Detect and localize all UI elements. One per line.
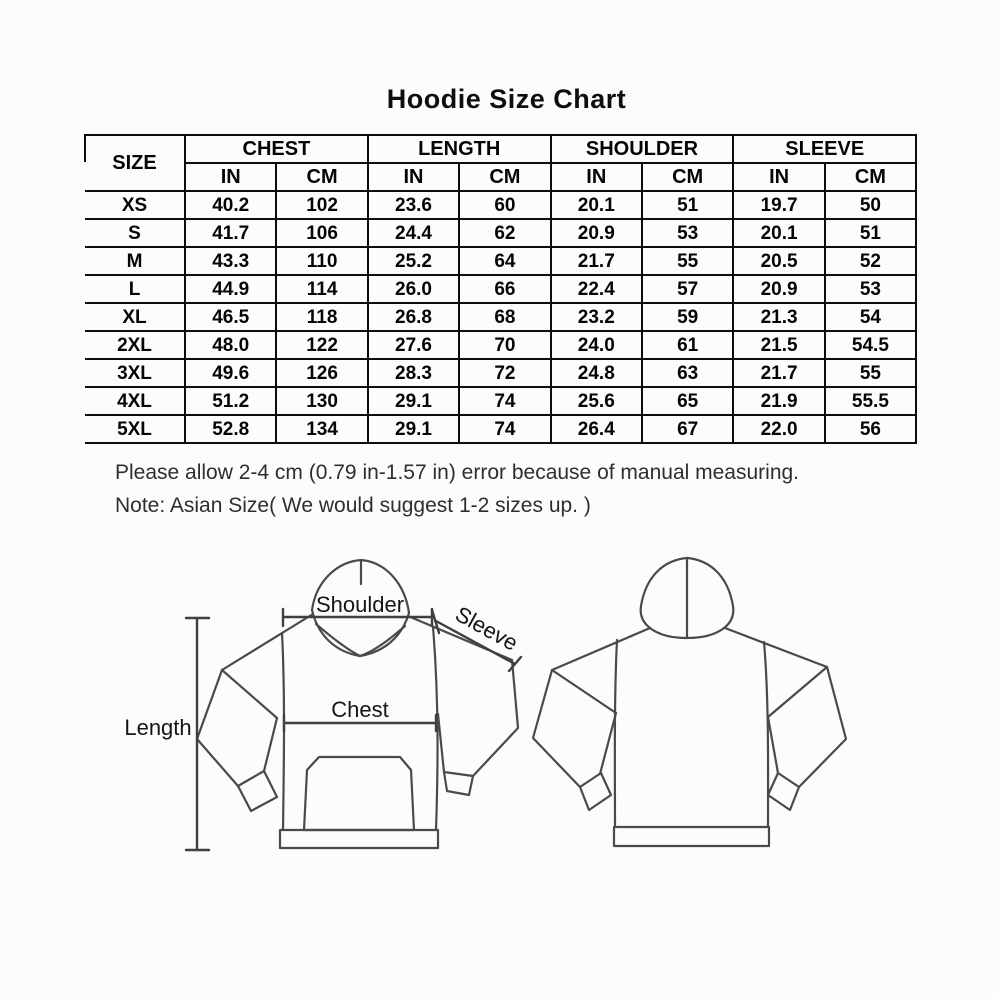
value-cell: 54.5: [825, 331, 916, 359]
value-cell: 21.9: [733, 387, 824, 415]
page-title: Hoodie Size Chart: [386, 84, 627, 114]
value-cell: 68: [459, 303, 550, 331]
value-cell: 63: [642, 359, 733, 387]
value-cell: 55: [825, 359, 916, 387]
value-cell: 22.0: [733, 415, 824, 443]
value-cell: 114: [276, 275, 367, 303]
value-cell: 51: [642, 191, 733, 219]
value-cell: 21.7: [551, 247, 642, 275]
value-cell: 26.4: [551, 415, 642, 443]
front-sleeve-left-outer: [197, 670, 238, 786]
value-cell: 57: [642, 275, 733, 303]
value-cell: 19.7: [733, 191, 824, 219]
value-cell: 44.9: [185, 275, 276, 303]
table-row-2xl: [85, 331, 916, 359]
table-row-5xl: [85, 415, 916, 443]
value-cell: 55: [642, 247, 733, 275]
value-cell: 60: [459, 191, 550, 219]
value-cell: 61: [642, 331, 733, 359]
hoodie-measurement-diagram: [0, 540, 999, 912]
back-armhole-right: [768, 667, 827, 717]
size-table: [85, 134, 917, 444]
front-shoulder-slope-left: [222, 614, 313, 670]
column-group-header-shoulder: SHOULDER: [551, 135, 734, 163]
value-cell: 55.5: [825, 387, 916, 415]
back-sleeve-left-inner: [600, 713, 616, 774]
length-label: Length: [124, 715, 192, 740]
size-cell: 2XL: [85, 331, 185, 359]
value-cell: 49.6: [185, 359, 276, 387]
value-cell: 46.5: [185, 303, 276, 331]
front-armhole-left: [222, 670, 277, 718]
value-cell: 48.0: [185, 331, 276, 359]
value-cell: 41.7: [185, 219, 276, 247]
back-hoodie-drawing: [533, 558, 846, 846]
back-cuff-right: [768, 773, 799, 810]
kangaroo-pocket: [304, 757, 414, 830]
value-cell: 29.1: [368, 415, 459, 443]
front-sleeve-right-outer: [473, 660, 518, 776]
size-cell: 5XL: [85, 415, 185, 443]
unit-header-sleeve-cm: CM: [825, 163, 916, 191]
value-cell: 74: [459, 387, 550, 415]
value-cell: 21.7: [733, 359, 824, 387]
value-cell: 25.2: [368, 247, 459, 275]
unit-header-shoulder-in: IN: [551, 163, 642, 191]
value-cell: 126: [276, 359, 367, 387]
value-cell: 26.8: [368, 303, 459, 331]
value-cell: 21.5: [733, 331, 824, 359]
value-cell: 118: [276, 303, 367, 331]
value-cell: 20.1: [733, 219, 824, 247]
value-cell: 53: [825, 275, 916, 303]
unit-header-length-in: IN: [368, 163, 459, 191]
value-cell: 59: [642, 303, 733, 331]
value-cell: 110: [276, 247, 367, 275]
note-line-error: Please allow 2-4 cm (0.79 in-1.57 in) error because of manual measuring.: [115, 461, 800, 484]
unit-header-chest-in: IN: [185, 163, 276, 191]
front-hood-collar-right: [360, 626, 405, 656]
value-cell: 67: [642, 415, 733, 443]
back-shoulder-slope-right: [725, 628, 827, 667]
value-cell: 56: [825, 415, 916, 443]
value-cell: 66: [459, 275, 550, 303]
value-cell: 26.0: [368, 275, 459, 303]
size-cell: M: [85, 247, 185, 275]
size-cell: XL: [85, 303, 185, 331]
unit-header-shoulder-cm: CM: [642, 163, 733, 191]
value-cell: 51.2: [185, 387, 276, 415]
size-cell: 3XL: [85, 359, 185, 387]
value-cell: 102: [276, 191, 367, 219]
column-group-header-sleeve: SLEEVE: [733, 135, 916, 163]
front-hood-collar-left: [316, 624, 360, 656]
measurement-notes: [115, 456, 935, 522]
unit-header-chest-cm: CM: [276, 163, 367, 191]
shoulder-label: Shoulder: [315, 592, 405, 617]
value-cell: 70: [459, 331, 550, 359]
value-cell: 50: [825, 191, 916, 219]
value-cell: 23.2: [551, 303, 642, 331]
back-body-right-edge: [764, 642, 768, 827]
value-cell: 23.6: [368, 191, 459, 219]
table-row-3xl: [85, 359, 916, 387]
value-cell: 74: [459, 415, 550, 443]
value-cell: 20.1: [551, 191, 642, 219]
table-row-4xl: [85, 387, 916, 415]
sleeve-label: Sleeve: [451, 601, 523, 656]
value-cell: 24.0: [551, 331, 642, 359]
back-sleeve-right-inner: [768, 717, 778, 773]
value-cell: 64: [459, 247, 550, 275]
value-cell: 62: [459, 219, 550, 247]
note-line-asian-size: Note: Asian Size( We would suggest 1-2 sizes up. ): [115, 494, 591, 517]
value-cell: 40.2: [185, 191, 276, 219]
unit-header-length-cm: CM: [459, 163, 550, 191]
value-cell: 130: [276, 387, 367, 415]
chest-label: Chest: [331, 697, 389, 722]
front-sleeve-left-inner: [264, 718, 277, 771]
table-header-row-groups: [85, 135, 916, 163]
value-cell: 52.8: [185, 415, 276, 443]
table-header-row-units: [85, 163, 916, 191]
front-cuff-left: [238, 771, 277, 811]
value-cell: 122: [276, 331, 367, 359]
back-shoulder-slope-left: [552, 628, 650, 670]
table-row-xs: [85, 191, 916, 219]
back-sleeve-left-outer: [533, 670, 580, 787]
value-cell: 72: [459, 359, 550, 387]
value-cell: 20.5: [733, 247, 824, 275]
value-cell: 20.9: [733, 275, 824, 303]
front-hem-band: [280, 830, 438, 848]
value-cell: 51: [825, 219, 916, 247]
value-cell: 21.3: [733, 303, 824, 331]
value-cell: 24.8: [551, 359, 642, 387]
size-column-header: SIZE: [85, 135, 185, 191]
size-cell: S: [85, 219, 185, 247]
table-row-m: [85, 247, 916, 275]
value-cell: 65: [642, 387, 733, 415]
size-cell: 4XL: [85, 387, 185, 415]
value-cell: 25.6: [551, 387, 642, 415]
column-group-header-length: LENGTH: [368, 135, 551, 163]
back-body-left-edge: [615, 640, 617, 827]
table-row-s: [85, 219, 916, 247]
size-cell: L: [85, 275, 185, 303]
value-cell: 20.9: [551, 219, 642, 247]
value-cell: 43.3: [185, 247, 276, 275]
value-cell: 27.6: [368, 331, 459, 359]
back-armhole-left: [552, 670, 616, 713]
value-cell: 54: [825, 303, 916, 331]
value-cell: 134: [276, 415, 367, 443]
back-cuff-left: [580, 773, 611, 810]
value-cell: 24.4: [368, 219, 459, 247]
front-cuff-right: [444, 772, 473, 795]
value-cell: 53: [642, 219, 733, 247]
column-group-header-chest: CHEST: [185, 135, 368, 163]
value-cell: 29.1: [368, 387, 459, 415]
table-row-l: [85, 275, 916, 303]
table-row-xl: [85, 303, 916, 331]
front-sleeve-right-inner: [438, 714, 444, 772]
size-cell: XS: [85, 191, 185, 219]
value-cell: 52: [825, 247, 916, 275]
back-hem-band: [614, 827, 769, 846]
value-cell: 22.4: [551, 275, 642, 303]
unit-header-sleeve-in: IN: [733, 163, 824, 191]
value-cell: 106: [276, 219, 367, 247]
value-cell: 28.3: [368, 359, 459, 387]
